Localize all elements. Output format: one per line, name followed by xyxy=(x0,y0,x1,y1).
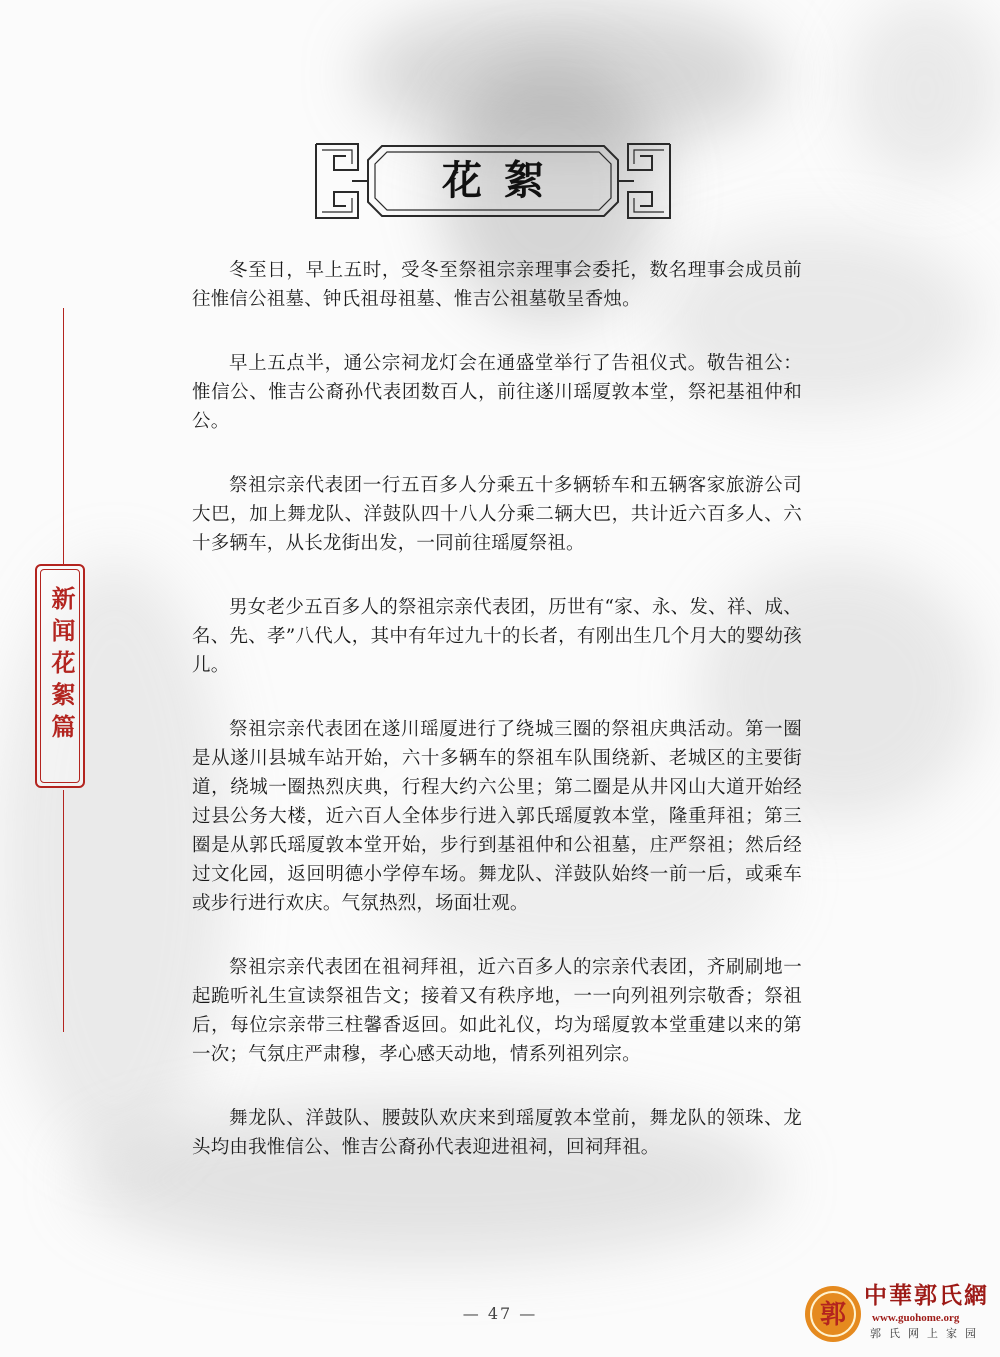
paragraph: 祭祖宗亲代表团在祖祠拜祖，近六百多人的宗亲代表团，齐刷刷地一起跪听礼生宣读祭祖告文；接着又有秩序地，一一向列祖列宗敬香；祭祖后，每位宗亲带三柱馨香返回。如此礼仪，均为瑶厦敦本堂重建以来的第一次；气氛庄严肃穆，孝心感天动地，情系列祖列宗。 xyxy=(192,957,802,1065)
paragraph: 祭祖宗亲代表团一行五百多人分乘五十多辆轿车和五辆客家旅游公司大巴，加上舞龙队、洋鼓队四十八人分乘二辆大巴，共计近六百多人、六十多辆车，从长龙街出发，一同前往瑶厦祭祖。 xyxy=(192,475,802,554)
paragraph: 祭祖宗亲代表团在遂川瑶厦进行了绕城三圈的祭祖庆典活动。第一圈是从遂川县城车站开始，六十多辆车的祭祖车队围绕新、老城区的主要街道，绕城一圈热烈庆典，行程大约六公里；第二圈是从井冈山大道开始经过县公务大楼，近六百人全体步行进入郭氏瑶厦敦本堂，隆重拜祖；第三圈是从郭氏瑶厦敦本堂开始，步行到基祖仲和公祖墓，庄严祭祖；然后经过文化园，返回明德小学停车场。舞龙队、洋鼓队始终一前一后，或乘车或步行进行欢庆。气氛热烈，场面壮观。 xyxy=(192,719,802,914)
page-number: — 47 — xyxy=(462,1304,538,1323)
article-body xyxy=(192,256,802,1197)
ink-wash-mountain xyxy=(850,0,1000,180)
seal-char: 郭 xyxy=(819,1300,847,1330)
paragraph: 早上五点半，通公宗祠龙灯会在通盛堂举行了告祖仪式。敬告祖公：惟信公、惟吉公裔孙代表团数百人，前往遂川瑶厦敦本堂，祭祀基祖仲和公。 xyxy=(192,353,802,432)
site-logo[interactable] xyxy=(800,1282,996,1352)
logo-title: 中華郭氏網 xyxy=(864,1282,989,1309)
page-title: 花絮 xyxy=(442,157,566,204)
paragraph: 舞龙队、洋鼓队、腰鼓队欢庆来到瑶厦敦本堂前，舞龙队的领珠、龙头均由我惟信公、惟吉公裔孙代表迎进祖祠，回祠拜祖。 xyxy=(192,1108,802,1158)
seal-icon xyxy=(803,1284,863,1344)
side-rule-bottom xyxy=(63,790,64,1032)
section-tab-label: 新闻花絮篇 xyxy=(47,586,76,746)
ink-wash-mountain xyxy=(360,0,780,150)
logo-url: www.guohome.org xyxy=(872,1312,960,1324)
paragraph: 男女老少五百多人的祭祖宗亲代表团，历世有“家、永、发、祥、成、名、先、孝”八代人，其中有年过九十的长者，有刚出生几个月大的婴幼孩儿。 xyxy=(192,597,802,676)
logo-subtitle: 郭氏网上家园 xyxy=(870,1327,984,1340)
paragraph: 冬至日，早上五时，受冬至祭祖宗亲理事会委托，数名理事会成员前往惟信公祖墓、钟氏祖母祖墓、惟吉公祖墓敬呈香烛。 xyxy=(192,260,802,310)
side-rule-top xyxy=(63,308,64,564)
